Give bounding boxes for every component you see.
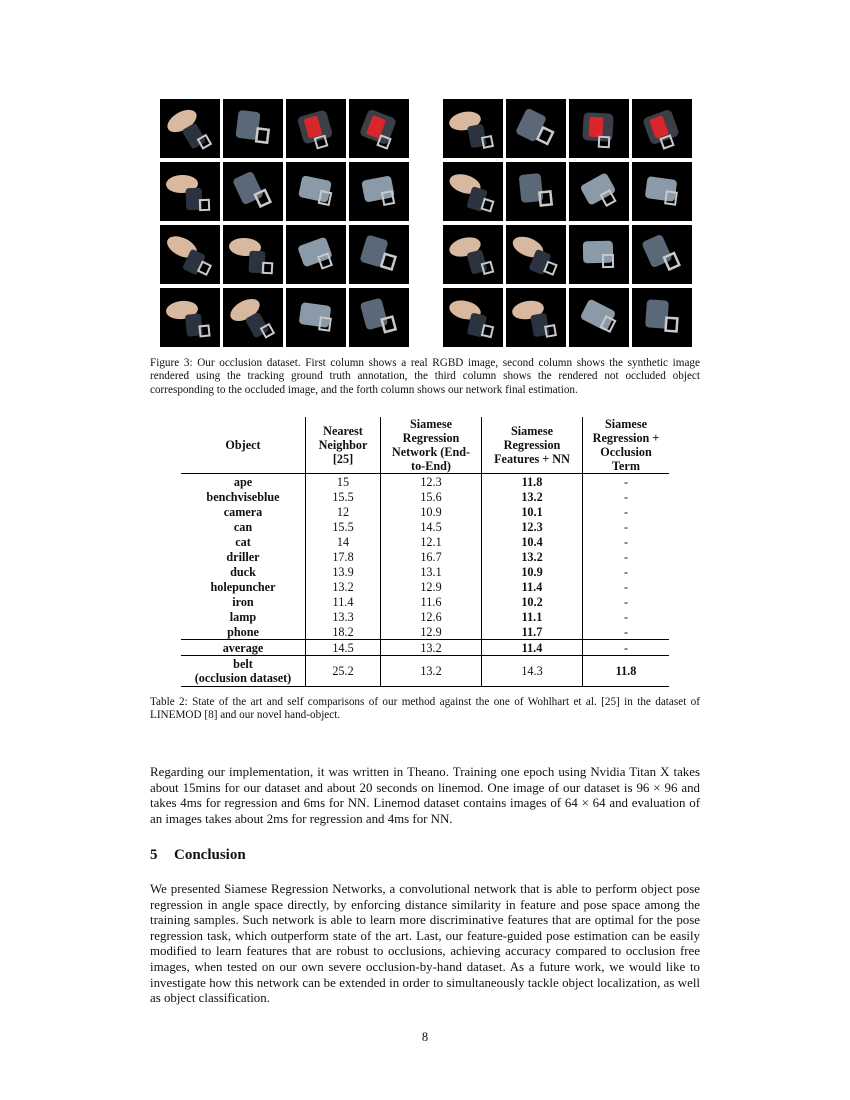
figure-thumbnail	[160, 288, 220, 347]
figure-thumbnail	[160, 162, 220, 221]
figure-thumbnail	[349, 225, 409, 284]
cell-object	[181, 656, 306, 687]
cell-nn: 15.5	[306, 489, 381, 504]
cell-object: cat	[181, 534, 306, 549]
cell-object: phone	[181, 624, 306, 640]
table-caption: Table 2: State of the art and self comparisons of our method against the one of Wohlhart et al. [25] in the dataset of LINEMOD [8] and our novel hand-object.	[150, 696, 700, 722]
cell-e2e: 13.1	[381, 564, 482, 579]
figure-thumbnail	[569, 162, 629, 221]
header-nearest-neighbor: Nearest Neighbor [25]	[306, 417, 381, 474]
belt-label-line1: belt	[233, 657, 253, 671]
cell-occlusion: -	[623, 549, 629, 564]
cell-features-nn: 13.2	[482, 549, 583, 564]
cell-nn: 13.9	[306, 564, 381, 579]
cell-object: average	[181, 640, 306, 656]
figure-thumbnail	[349, 162, 409, 221]
cell-e2e: 12.9	[381, 579, 482, 594]
cell-features-nn: 11.1	[482, 609, 583, 624]
figure-thumbnail	[223, 99, 283, 158]
cell-features-nn: 11.8	[482, 474, 583, 490]
figure-grid-right	[443, 99, 692, 347]
cell-occlusion: -	[623, 624, 629, 639]
table-row	[181, 579, 669, 594]
cell-features-nn: 11.4	[482, 640, 583, 656]
table-header-row	[181, 417, 669, 474]
cell-features-nn: 11.4	[482, 579, 583, 594]
table-row	[181, 594, 669, 609]
figure-thumbnail	[286, 99, 346, 158]
figure-thumbnail	[286, 288, 346, 347]
cell-object: camera	[181, 504, 306, 519]
cell-features-nn: 12.3	[482, 519, 583, 534]
figure-thumbnail	[632, 99, 692, 158]
figure-thumbnail	[160, 225, 220, 284]
table-row	[181, 624, 669, 640]
figure-thumbnail	[569, 99, 629, 158]
cell-object: driller	[181, 549, 306, 564]
cell-nn: 13.3	[306, 609, 381, 624]
figure-thumbnail	[349, 288, 409, 347]
figure-thumbnail	[632, 225, 692, 284]
cell-occlusion: -	[623, 534, 629, 549]
figure-thumbnail	[443, 288, 503, 347]
cell-e2e: 13.2	[381, 656, 482, 687]
figure-thumbnail	[286, 225, 346, 284]
cell-e2e: 12.6	[381, 609, 482, 624]
header-siamese-occlusion: Siamese Regression + Occlusion Term	[583, 417, 670, 474]
cell-object: lamp	[181, 609, 306, 624]
cell-occlusion: -	[623, 489, 629, 504]
cell-object: benchviseblue	[181, 489, 306, 504]
conclusion-paragraph: We presented Siamese Regression Networks, a convolutional network that is able to perform object pose regression in angle space directly, by enforcing distance similarity in feature and pose space among the training samples. Such network is able to learn more discriminative features that are optimal for the pose regression task, which outperform state of the art. Last, our feature-guided pose estimation can be easily modified to learn features that are robust to occlusions, achieving accuracy compared to occlusion free images, when tested on our own severe occlusion-by-hand dataset. As a future work, we would like to investigate how this network can be extended in order to simultaneously tackle object localization, as well as object classification.	[150, 882, 700, 1006]
figure-thumbnail	[506, 288, 566, 347]
cell-features-nn: 13.2	[482, 489, 583, 504]
cell-object: ape	[181, 474, 306, 490]
cell-nn: 15	[306, 474, 381, 490]
cell-features-nn: 10.1	[482, 504, 583, 519]
figure-thumbnail	[286, 162, 346, 221]
cell-occlusion: -	[623, 474, 629, 489]
cell-e2e: 10.9	[381, 504, 482, 519]
cell-nn: 13.2	[306, 579, 381, 594]
cell-object: iron	[181, 594, 306, 609]
cell-nn: 14	[306, 534, 381, 549]
figure-thumbnail	[632, 162, 692, 221]
cell-features-nn: 10.9	[482, 564, 583, 579]
table-row-belt	[181, 656, 669, 687]
cell-e2e: 14.5	[381, 519, 482, 534]
implementation-paragraph: Regarding our implementation, it was written in Theano. Training one epoch using Nvidia Titan X takes about 15mins for our dataset and about 20 seconds on linemod. One image of our dataset is 96 × 96 and takes 4ms for regression and 6ms for NN. Linemod dataset contains images of 64 × 64 and evaluation of an images takes about 2ms for regression and 4ms for NN.	[150, 765, 700, 826]
figure-thumbnail	[506, 99, 566, 158]
figure-thumbnail	[223, 225, 283, 284]
figure-thumbnail	[443, 162, 503, 221]
cell-nn: 15.5	[306, 519, 381, 534]
figure-thumbnail	[506, 162, 566, 221]
cell-nn: 12	[306, 504, 381, 519]
figure-thumbnail	[569, 225, 629, 284]
cell-e2e: 11.6	[381, 594, 482, 609]
figure-thumbnail	[349, 99, 409, 158]
cell-e2e: 13.2	[381, 640, 482, 656]
figure-caption: Figure 3: Our occlusion dataset. First column shows a real RGBD image, second column shows the synthetic image rendered using the tracking ground truth annotation, the third column shows the rendered not occluded object corresponding to the occluded image, and the forth column shows our network final estimation.	[150, 357, 700, 396]
header-siamese-features-nn: Siamese Regression Features + NN	[482, 417, 583, 474]
table-body	[181, 474, 669, 687]
cell-occlusion: -	[623, 594, 629, 609]
cell-object: duck	[181, 564, 306, 579]
figure-thumbnail	[223, 162, 283, 221]
section-number: 5	[150, 847, 158, 863]
cell-features-nn: 14.3	[482, 656, 583, 687]
cell-e2e: 12.3	[381, 474, 482, 490]
cell-features-nn: 10.2	[482, 594, 583, 609]
cell-occlusion: -	[623, 609, 629, 624]
cell-nn: 14.5	[306, 640, 381, 656]
table-row-average	[181, 640, 669, 656]
figure-thumbnail	[223, 288, 283, 347]
section-title: Conclusion	[174, 847, 246, 863]
cell-object: holepuncher	[181, 579, 306, 594]
section-heading	[150, 847, 246, 864]
cell-e2e: 12.9	[381, 624, 482, 640]
cell-object: can	[181, 519, 306, 534]
belt-label-line2: (occlusion dataset)	[194, 671, 292, 685]
results-table	[181, 417, 669, 687]
cell-nn: 25.2	[306, 656, 381, 687]
header-siamese-e2e: Siamese Regression Network (End-to-End)	[381, 417, 482, 474]
figure-thumbnail	[632, 288, 692, 347]
table-row	[181, 609, 669, 624]
table-row	[181, 549, 669, 564]
cell-nn: 17.8	[306, 549, 381, 564]
cell-occlusion: -	[623, 579, 629, 594]
cell-occlusion: -	[583, 640, 670, 656]
cell-e2e: 16.7	[381, 549, 482, 564]
table-row	[181, 504, 669, 519]
figure-thumbnail	[160, 99, 220, 158]
cell-nn: 11.4	[306, 594, 381, 609]
table-row	[181, 489, 669, 504]
cell-occlusion: -	[623, 519, 629, 534]
cell-occlusion: -	[623, 504, 629, 519]
cell-features-nn: 11.7	[482, 624, 583, 640]
table-row	[181, 519, 669, 534]
figure-grid-left	[160, 99, 409, 347]
figure-thumbnail	[569, 288, 629, 347]
cell-e2e: 12.1	[381, 534, 482, 549]
figure-occlusion-dataset	[160, 99, 690, 347]
figure-thumbnail	[443, 225, 503, 284]
table-row	[181, 564, 669, 579]
cell-occlusion: -	[623, 564, 629, 579]
figure-thumbnail	[443, 99, 503, 158]
table-row	[181, 474, 669, 490]
cell-features-nn: 10.4	[482, 534, 583, 549]
cell-occlusion: 11.8	[583, 656, 670, 687]
header-object: Object	[181, 417, 306, 474]
table-row	[181, 534, 669, 549]
cell-nn: 18.2	[306, 624, 381, 640]
page-number: 8	[421, 1030, 429, 1044]
figure-thumbnail	[506, 225, 566, 284]
cell-e2e: 15.6	[381, 489, 482, 504]
